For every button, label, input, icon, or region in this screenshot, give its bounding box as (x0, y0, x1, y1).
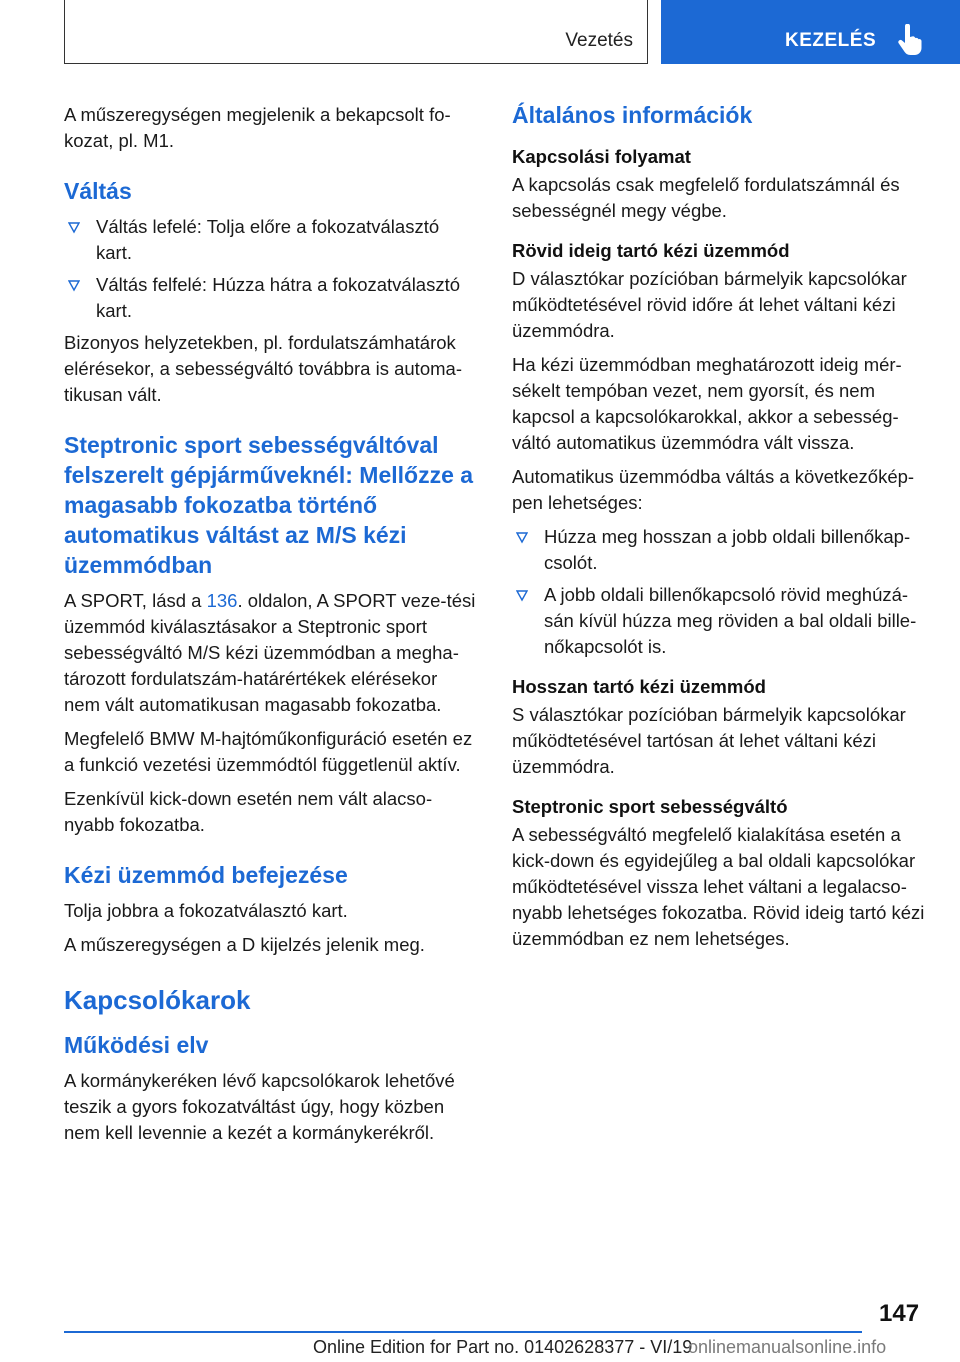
chapter-label: KEZELÉS (785, 30, 877, 51)
rovid-paragraph-3: Automatikus üzemmódba váltás a következőkép-pen lehetséges: (512, 466, 915, 513)
triangle-bullet-icon (516, 532, 528, 544)
heading-hosszan: Hosszan tartó kézi üzemmód (512, 676, 766, 697)
heading-kezi: Kézi üzemmód befejezése (64, 862, 348, 888)
list-item-text: Húzza meg hosszan a jobb oldali billenőkap-csolót. (544, 526, 911, 573)
text-span: . oldalon, A SPORT veze-tési üzemmód kiválasztásakor a Steptronic sport sebességváltó M/S kézi üzemmódban a megha-tározott fordulatszám-határértékek elérésekor nem vált automatikusan magasabb fokozatba. (64, 590, 476, 715)
list-item-text: Váltás lefelé: Tolja előre a fokozatválasztó kart. (96, 216, 440, 263)
mukodes-paragraph: A kormánykeréken lévő kapcsolókarok lehetővé teszik a gyors fokozatváltást úgy, hogy közben nem kell levennie a kezét a kormánykerékről. (64, 1070, 455, 1143)
hosszan-paragraph: S választókar pozícióban bármelyik kapcsolókar működtetésével tartósan át lehet váltani kézi üzemmódra. (512, 704, 906, 777)
list-item (64, 214, 476, 266)
heading-rovid: Rövid ideig tartó kézi üzemmód (512, 240, 790, 261)
steptronic-paragraph-3: Ezenkívül kick-down esetén nem vált alacso-nyabb fokozatba. (64, 788, 433, 835)
heading-valtas: Váltás (64, 178, 132, 204)
edition-text: Online Edition for Part no. 01402628377 - VI/19 (313, 1337, 693, 1357)
heading-folyamat: Kapcsolási folyamat (512, 146, 691, 167)
triangle-bullet-icon (68, 222, 80, 234)
list-item (64, 272, 476, 324)
section-label: Vezetés (565, 30, 633, 51)
heading-sport: Steptronic sport sebességváltó (512, 796, 788, 817)
page-number: 147 (879, 1300, 920, 1327)
triangle-bullet-icon (516, 590, 528, 602)
page-reference-link[interactable]: 136 (206, 590, 238, 611)
list-item-text: A jobb oldali billenőkapcsoló rövid meghúzá-sán kívül húzza meg röviden a bal oldali bille-nőkapcsolót is. (544, 584, 917, 657)
valtas-list (64, 214, 476, 324)
list-item-text: Váltás felfelé: Húzza hátra a fokozatválasztó kart. (96, 274, 461, 321)
right-column (512, 100, 928, 960)
sport-paragraph: A sebességváltó megfelelő kialakítása esetén a kick-down és egyidejűleg a bal oldali kapcsolókar működtetésével vissza lehet váltani a legalacso-nyabb lehetséges fokozatba. Rövid ideig tartó kézi üzemmódban ez nem lehetséges. (512, 824, 925, 949)
left-column (64, 102, 476, 1154)
intro-paragraph: A műszeregységen megjelenik a bekapcsolt fo-kozat, pl. M1. (64, 104, 451, 151)
valtas-paragraph: Bizonyos helyzetekben, pl. fordulatszámhatárok elérésekor, a sebességváltó továbbra is automa-tikusan vált. (64, 332, 462, 405)
folyamat-paragraph: A kapcsolás csak megfelelő fordulatszámnál és sebességnél megy végbe. (512, 174, 900, 221)
triangle-bullet-icon (68, 280, 80, 292)
heading-kapcsolokarok: Kapcsolókarok (64, 985, 251, 1015)
list-item (512, 524, 928, 576)
steptronic-paragraph-2: Megfelelő BMW M-hajtóműkonfiguráció esetén ez a funkció vezetési üzemmódtól függetlenül aktív. (64, 728, 473, 775)
chapter-tab (661, 0, 960, 64)
watermark: onlinemanualsonline.info (688, 1337, 887, 1357)
heading-mukodes: Működési elv (64, 1032, 209, 1058)
footer-divider (64, 1331, 862, 1333)
kezi-paragraph-2: A műszeregységen a D kijelzés jelenik meg. (64, 934, 425, 955)
rovid-paragraph-2: Ha kézi üzemmódban meghatározott ideig mér-sékelt tempóban vezet, nem gyorsít, és nem kapcsol a kapcsolókarokkal, akkor a sebesség-váltó automatikus üzemmódra vált vissza. (512, 354, 902, 453)
kezi-paragraph-1: Tolja jobbra a fokozatválasztó kart. (64, 900, 348, 921)
steptronic-paragraph-1 (64, 588, 476, 718)
section-tab (64, 0, 648, 64)
heading-altalanos: Általános információk (512, 102, 753, 128)
pointing-hand-icon (897, 24, 923, 56)
list-item (512, 582, 928, 660)
heading-steptronic: Steptronic sport sebességváltóval felszerelt gépjárműveknél: Mellőzze a magasabb fokozatba történő automatikus váltást az M/S kézi üzemmódban (64, 432, 474, 578)
text-span: A SPORT, lásd a (64, 590, 207, 611)
rovid-paragraph-1: D választókar pozícióban bármelyik kapcsolókar működtetésével rövid időre át lehet váltani kézi üzemmódra. (512, 268, 907, 341)
rovid-list (512, 524, 928, 660)
